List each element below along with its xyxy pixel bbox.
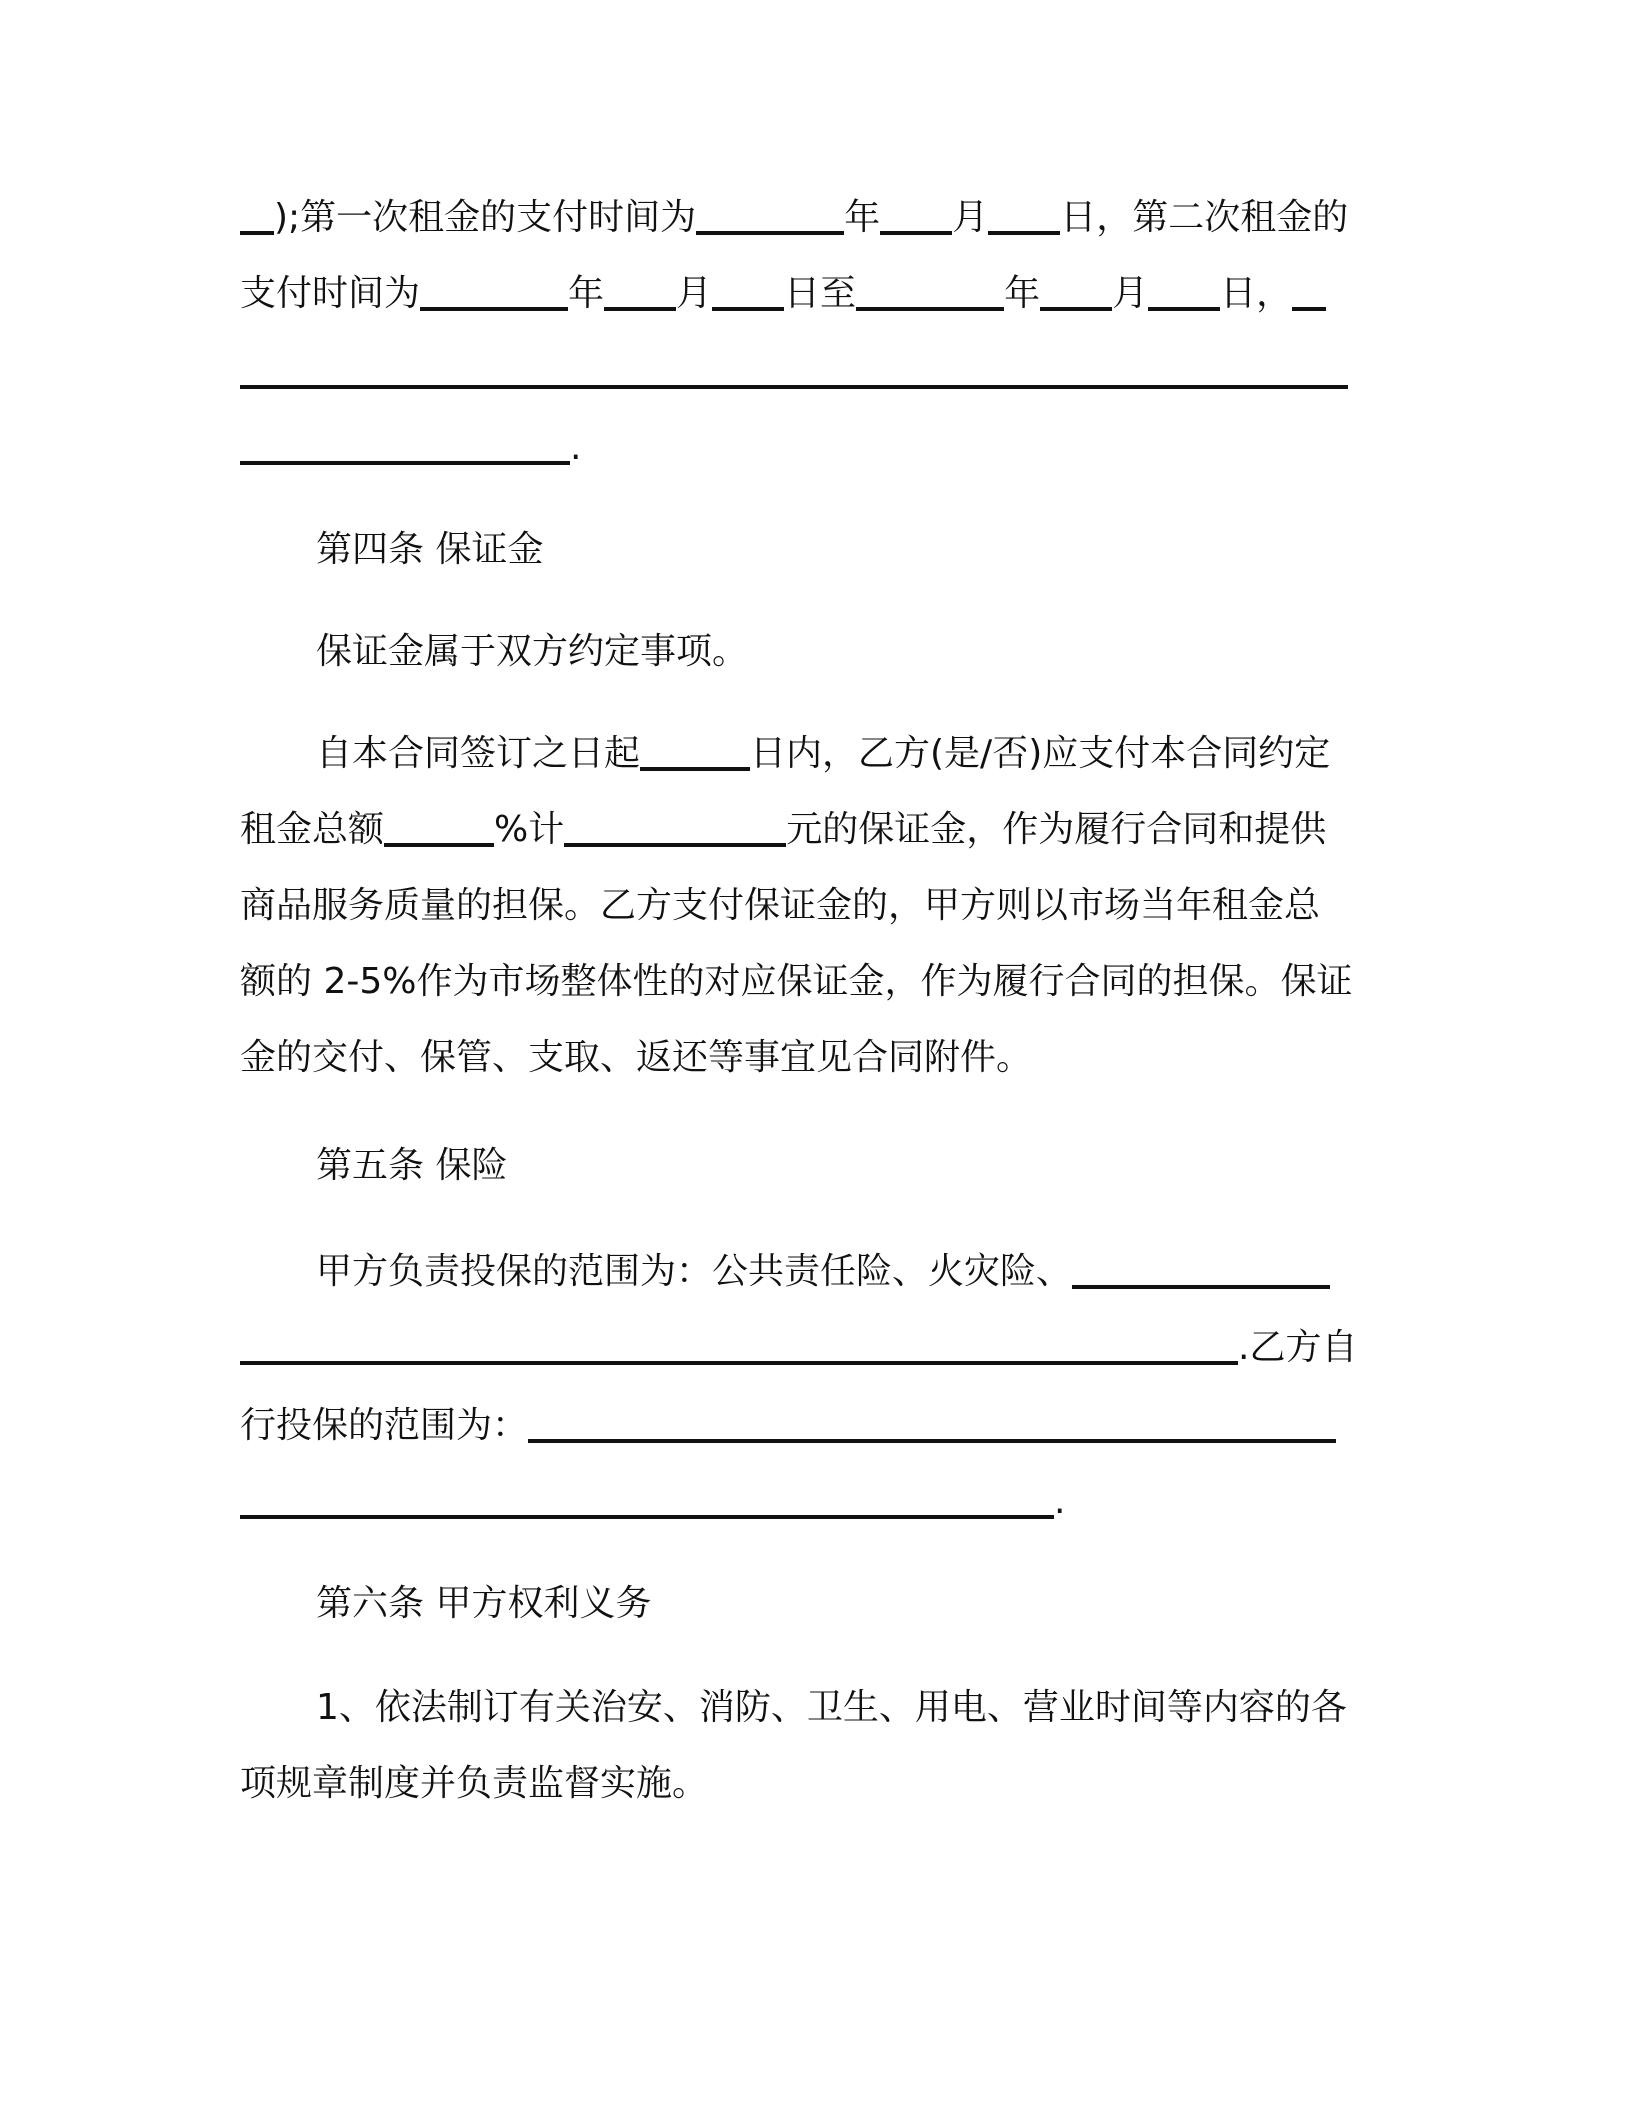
blank-field[interactable] [1292,267,1326,311]
text-segment: 租金总额 [240,809,385,850]
text-segment: %计 [494,809,565,850]
paragraph-line [316,1242,1400,1302]
paragraph-line: 保证金属于双方约定事项。 [316,631,749,672]
blank-field[interactable] [240,345,1348,389]
section-heading-insurance: 第五条 保险 [316,1145,508,1186]
paragraph-line: 金的交付、保管、支取、返还等事宜见合同附件。 [240,1037,1033,1078]
paragraph-line [240,1472,1400,1532]
blank-field[interactable] [528,1399,1336,1443]
list-item: 1、依法制订有关治安、消防、卫生、用电、营业时间等内容的各 [316,1687,1347,1728]
section-heading-lessor-rights: 第六条 甲方权利义务 [316,1583,652,1624]
text-segment: . [1054,1481,1066,1522]
text-segment: 月 [676,273,713,314]
text-segment: );第一次租金的支付时间为 [274,197,697,238]
text-segment: 支付时间为 [240,273,421,314]
text-segment: 日， [1220,273,1293,314]
blank-line [240,418,1400,478]
paragraph-line [240,1318,1400,1378]
text-segment: 日内，乙方(是/否)应支付本合同约定 [750,733,1331,774]
blank-field[interactable] [696,191,844,235]
text-segment: 月 [1112,273,1149,314]
list-item: 项规章制度并负责监督实施。 [240,1763,709,1804]
blank-field[interactable] [420,267,568,311]
blank-field[interactable] [640,727,750,771]
blank-field[interactable] [1072,1245,1330,1289]
text-segment: . [570,427,582,468]
blank-field[interactable] [384,803,494,847]
paragraph-line [240,1396,1400,1456]
blank-field[interactable] [604,267,676,311]
text-segment: .乙方自 [1238,1327,1358,1368]
blank-field[interactable] [240,1321,1238,1365]
text-segment: 月 [952,197,989,238]
rent-payment-line-2 [240,264,1400,324]
text-segment: 甲方负责投保的范围为：公共责任险、火灾险、 [316,1251,1073,1292]
text-segment: 日，第二次租金的 [1060,197,1349,238]
blank-field[interactable] [240,421,570,465]
text-segment: 元的保证金，作为履行合同和提供 [786,809,1327,850]
blank-field[interactable] [856,267,1004,311]
paragraph-line [240,800,1400,860]
blank-line [240,342,1400,402]
paragraph-line [316,724,1400,784]
text-segment: 年 [1004,273,1041,314]
blank-field[interactable] [988,191,1060,235]
text-segment: 日至 [784,273,857,314]
blank-field[interactable] [880,191,952,235]
text-segment: 年 [844,197,881,238]
blank-field[interactable] [712,267,784,311]
paragraph-line: 商品服务质量的担保。乙方支付保证金的，甲方则以市场当年租金总 [240,885,1321,926]
blank-field[interactable] [1148,267,1220,311]
blank-field[interactable] [1040,267,1112,311]
paragraph-line: 额的 2-5%作为市场整体性的对应保证金，作为履行合同的担保。保证 [240,961,1353,1002]
blank-field[interactable] [240,1475,1054,1519]
blank-field[interactable] [564,803,786,847]
blank-field[interactable] [240,191,274,235]
text-segment: 行投保的范围为： [240,1405,529,1446]
rent-payment-line-1 [240,188,1400,248]
text-segment: 年 [568,273,605,314]
text-segment: 自本合同签订之日起 [316,733,641,774]
section-heading-deposit: 第四条 保证金 [316,529,544,570]
